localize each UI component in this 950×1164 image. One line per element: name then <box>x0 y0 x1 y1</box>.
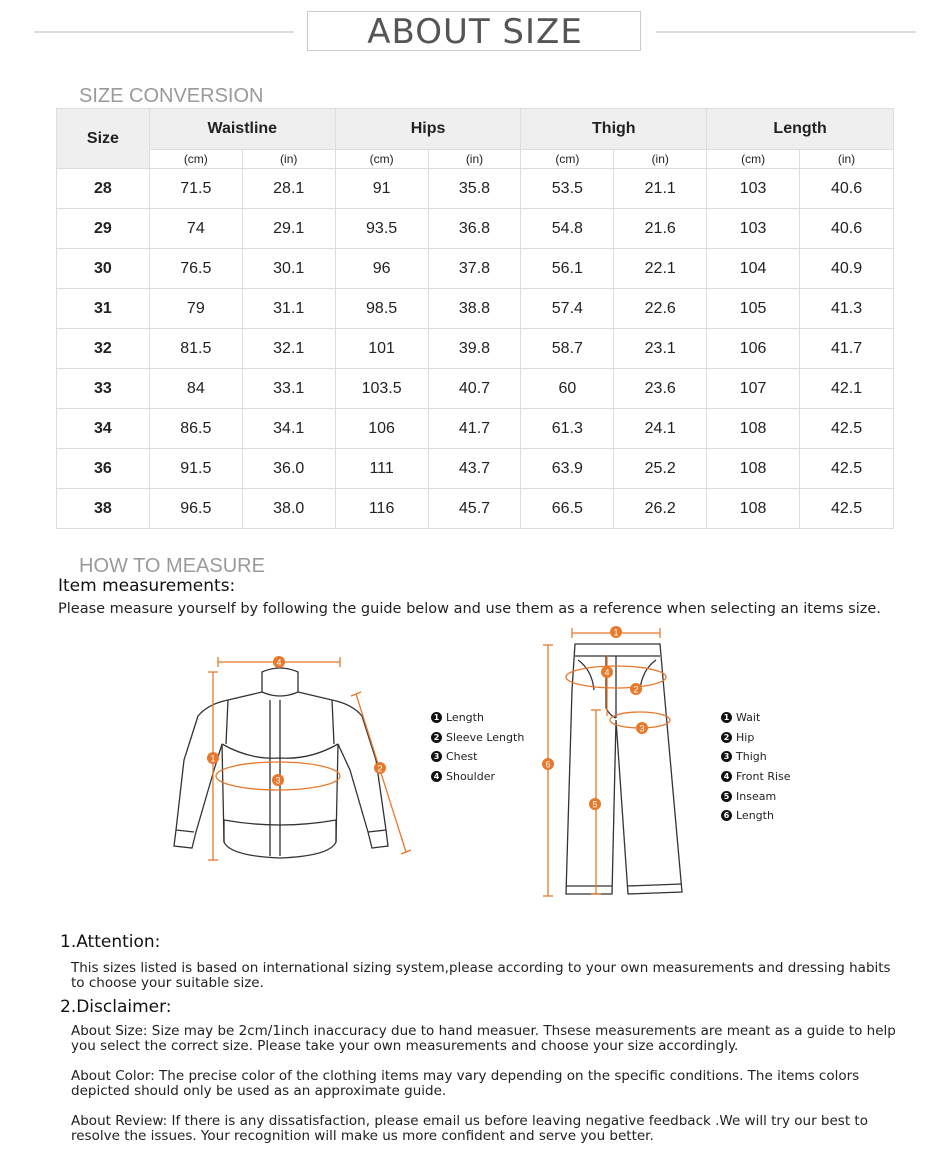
measurement-cell: 41.7 <box>800 329 894 369</box>
measurement-cell: 45.7 <box>428 489 521 529</box>
jacket-legend-item <box>431 747 524 767</box>
unit-header-cell: (cm) <box>335 150 428 169</box>
unit-header-cell: (cm) <box>521 150 614 169</box>
measurement-cell: 116 <box>335 489 428 529</box>
measurement-cell: 24.1 <box>614 409 707 449</box>
jacket-legend-label: Chest <box>446 750 478 764</box>
measurement-cell: 23.6 <box>614 369 707 409</box>
size-cell: 32 <box>57 329 150 369</box>
svg-text:4: 4 <box>276 657 282 668</box>
measurement-cell: 111 <box>335 449 428 489</box>
svg-text:3: 3 <box>275 775 281 786</box>
measurement-cell: 40.6 <box>800 209 894 249</box>
measurement-cell: 103.5 <box>335 369 428 409</box>
how-to-measure-title: HOW TO MEASURE <box>79 555 265 577</box>
measurement-cell: 93.5 <box>335 209 428 249</box>
group-header-waistline: Waistline <box>149 109 335 150</box>
pants-marker-1 <box>610 626 622 638</box>
measurement-cell: 98.5 <box>335 289 428 329</box>
pants-legend-label: Thigh <box>736 750 767 764</box>
measurement-cell: 63.9 <box>521 449 614 489</box>
measurement-cell: 84 <box>149 369 242 409</box>
measurement-cell: 61.3 <box>521 409 614 449</box>
measurement-cell: 37.8 <box>428 249 521 289</box>
size-cell: 29 <box>57 209 150 249</box>
measurement-cell: 96.5 <box>149 489 242 529</box>
pants-legend-label: Wait <box>736 711 761 725</box>
jacket-legend-number: 3 <box>431 751 442 762</box>
measurement-cell: 74 <box>149 209 242 249</box>
measurement-cell: 43.7 <box>428 449 521 489</box>
measurement-cell: 41.7 <box>428 409 521 449</box>
size-cell: 31 <box>57 289 150 329</box>
svg-text:1: 1 <box>613 627 619 638</box>
unit-header-cell: (in) <box>800 150 894 169</box>
measurement-cell: 42.1 <box>800 369 894 409</box>
pants-legend-number: 1 <box>721 712 732 723</box>
size-cell: 38 <box>57 489 150 529</box>
measurement-cell: 39.8 <box>428 329 521 369</box>
measurement-cell: 108 <box>707 409 800 449</box>
svg-text:6: 6 <box>545 759 551 770</box>
measurement-cell: 107 <box>707 369 800 409</box>
measurement-cell: 104 <box>707 249 800 289</box>
measurement-cell: 25.2 <box>614 449 707 489</box>
measurement-cell: 76.5 <box>149 249 242 289</box>
pants-legend-label: Hip <box>736 730 755 744</box>
pants-legend-number: 6 <box>721 810 732 821</box>
measurement-cell: 81.5 <box>149 329 242 369</box>
unit-header-cell: (cm) <box>149 150 242 169</box>
size-cell: 34 <box>57 409 150 449</box>
size-column-header: Size <box>57 109 150 169</box>
svg-text:4: 4 <box>604 667 610 678</box>
measurement-cell: 38.8 <box>428 289 521 329</box>
jacket-legend-item <box>431 767 524 787</box>
group-header-hips: Hips <box>335 109 521 150</box>
unit-header-cell: (in) <box>614 150 707 169</box>
measurement-cell: 106 <box>335 409 428 449</box>
measurement-cell: 33.1 <box>242 369 335 409</box>
pants-legend-number: 4 <box>721 771 732 782</box>
jacket-legend-label: Length <box>446 711 484 725</box>
jacket-legend-label: Shoulder <box>446 770 495 784</box>
measurement-cell: 40.6 <box>800 169 894 209</box>
measurement-cell: 105 <box>707 289 800 329</box>
jacket-marker-3 <box>272 774 284 786</box>
measurement-cell: 91 <box>335 169 428 209</box>
measurement-cell: 21.1 <box>614 169 707 209</box>
pants-outline <box>566 644 682 894</box>
measurement-cell: 31.1 <box>242 289 335 329</box>
measurement-cell: 28.1 <box>242 169 335 209</box>
size-cell: 30 <box>57 249 150 289</box>
pants-legend <box>721 708 791 826</box>
jacket-legend-item <box>431 728 524 748</box>
measurement-cell: 38.0 <box>242 489 335 529</box>
measurement-cell: 103 <box>707 169 800 209</box>
unit-header-cell: (cm) <box>707 150 800 169</box>
measurement-cell: 54.8 <box>521 209 614 249</box>
pants-legend-number: 5 <box>721 791 732 802</box>
measurement-cell: 56.1 <box>521 249 614 289</box>
svg-text:2: 2 <box>633 684 639 695</box>
jacket-marker-4 <box>273 656 285 668</box>
measurement-cell: 42.5 <box>800 449 894 489</box>
measurement-cell: 96 <box>335 249 428 289</box>
pants-legend-item <box>721 747 791 767</box>
jacket-marker-1 <box>207 752 219 764</box>
jacket-legend-number: 2 <box>431 732 442 743</box>
pants-legend-label: Inseam <box>736 789 777 803</box>
measurement-cell: 58.7 <box>521 329 614 369</box>
measurement-cell: 71.5 <box>149 169 242 209</box>
measurement-cell: 40.9 <box>800 249 894 289</box>
disclaimer-heading: 2.Disclaimer: <box>60 997 172 1017</box>
measurement-cell: 42.5 <box>800 489 894 529</box>
measurement-cell: 23.1 <box>614 329 707 369</box>
measurement-cell: 53.5 <box>521 169 614 209</box>
disclaimer-review-text: About Review: If there is any dissatisfaction, please email us before leaving negative feedback .We will try our best to resolve the issues. Your recognition will make us more confident and serve you better. <box>71 1113 868 1144</box>
measurement-cell: 106 <box>707 329 800 369</box>
disclaimer-size-text: About Size: Size may be 2cm/1inch inaccuracy due to hand measuer. Thsese measurements are meant as a guide to help you select the correct size. Please take your own measurements and choose your size accordingly. <box>71 1023 896 1054</box>
page-title: ABOUT SIZE <box>367 12 583 52</box>
attention-text: This sizes listed is based on international sizing system,please according to your own measurements and dressing habits to choose your suitable size. <box>71 960 891 991</box>
size-conversion-title: SIZE CONVERSION <box>79 85 264 107</box>
svg-text:5: 5 <box>592 799 598 810</box>
svg-text:1: 1 <box>210 753 216 764</box>
measurement-cell: 66.5 <box>521 489 614 529</box>
pants-legend-label: Front Rise <box>736 770 791 784</box>
pants-legend-item <box>721 786 791 806</box>
jacket-legend-number: 1 <box>431 712 442 723</box>
measurement-cell: 35.8 <box>428 169 521 209</box>
pants-legend-number: 3 <box>721 751 732 762</box>
group-header-length: Length <box>707 109 894 150</box>
measurement-cell: 41.3 <box>800 289 894 329</box>
measurement-cell: 79 <box>149 289 242 329</box>
pants-legend-item <box>721 767 791 787</box>
measurement-cell: 42.5 <box>800 409 894 449</box>
measurement-cell: 103 <box>707 209 800 249</box>
measurement-cell: 108 <box>707 489 800 529</box>
measurement-cell: 22.1 <box>614 249 707 289</box>
size-cell: 36 <box>57 449 150 489</box>
jacket-outline <box>174 668 388 858</box>
measurement-cell: 34.1 <box>242 409 335 449</box>
jacket-measure-lines <box>208 657 411 860</box>
pants-marker-4 <box>601 666 613 678</box>
measurement-cell: 21.6 <box>614 209 707 249</box>
pants-legend-item <box>721 708 791 728</box>
pants-marker-5 <box>589 798 601 810</box>
measurement-cell: 32.1 <box>242 329 335 369</box>
measurement-cell: 40.7 <box>428 369 521 409</box>
jacket-legend <box>431 708 524 786</box>
measurement-cell: 30.1 <box>242 249 335 289</box>
measurement-cell: 86.5 <box>149 409 242 449</box>
jacket-legend-item <box>431 708 524 728</box>
measurement-cell: 36.0 <box>242 449 335 489</box>
size-cell: 33 <box>57 369 150 409</box>
unit-header-cell: (in) <box>428 150 521 169</box>
measurement-cell: 91.5 <box>149 449 242 489</box>
pants-legend-item <box>721 806 791 826</box>
jacket-legend-number: 4 <box>431 771 442 782</box>
unit-header-cell: (in) <box>242 150 335 169</box>
attention-heading: 1.Attention: <box>60 932 161 952</box>
measurement-cell: 101 <box>335 329 428 369</box>
jacket-legend-label: Sleeve Length <box>446 730 525 744</box>
pants-marker-3 <box>636 722 648 734</box>
pants-legend-item <box>721 728 791 748</box>
pants-marker-2 <box>630 683 642 695</box>
measurement-cell: 36.8 <box>428 209 521 249</box>
measurement-cell: 57.4 <box>521 289 614 329</box>
size-cell: 28 <box>57 169 150 209</box>
pants-marker-6 <box>542 758 554 770</box>
svg-text:2: 2 <box>377 763 383 774</box>
item-measurements-heading: Item measurements: <box>58 576 236 596</box>
measurement-cell: 60 <box>521 369 614 409</box>
group-header-thigh: Thigh <box>521 109 707 150</box>
svg-text:3: 3 <box>639 723 645 734</box>
pants-markers <box>542 626 648 810</box>
measure-intro-text: Please measure yourself by following the guide below and use them as a reference when selecting an items size. <box>58 601 881 617</box>
pants-legend-number: 2 <box>721 732 732 743</box>
pants-legend-label: Length <box>736 809 774 823</box>
disclaimer-color-text: About Color: The precise color of the clothing items may vary depending on the specific conditions. The items colors depicted should only be used as an approximate guide. <box>71 1068 860 1099</box>
measurement-cell: 108 <box>707 449 800 489</box>
measurement-cell: 22.6 <box>614 289 707 329</box>
measurement-cell: 26.2 <box>614 489 707 529</box>
jacket-marker-2 <box>374 762 386 774</box>
measurement-cell: 29.1 <box>242 209 335 249</box>
